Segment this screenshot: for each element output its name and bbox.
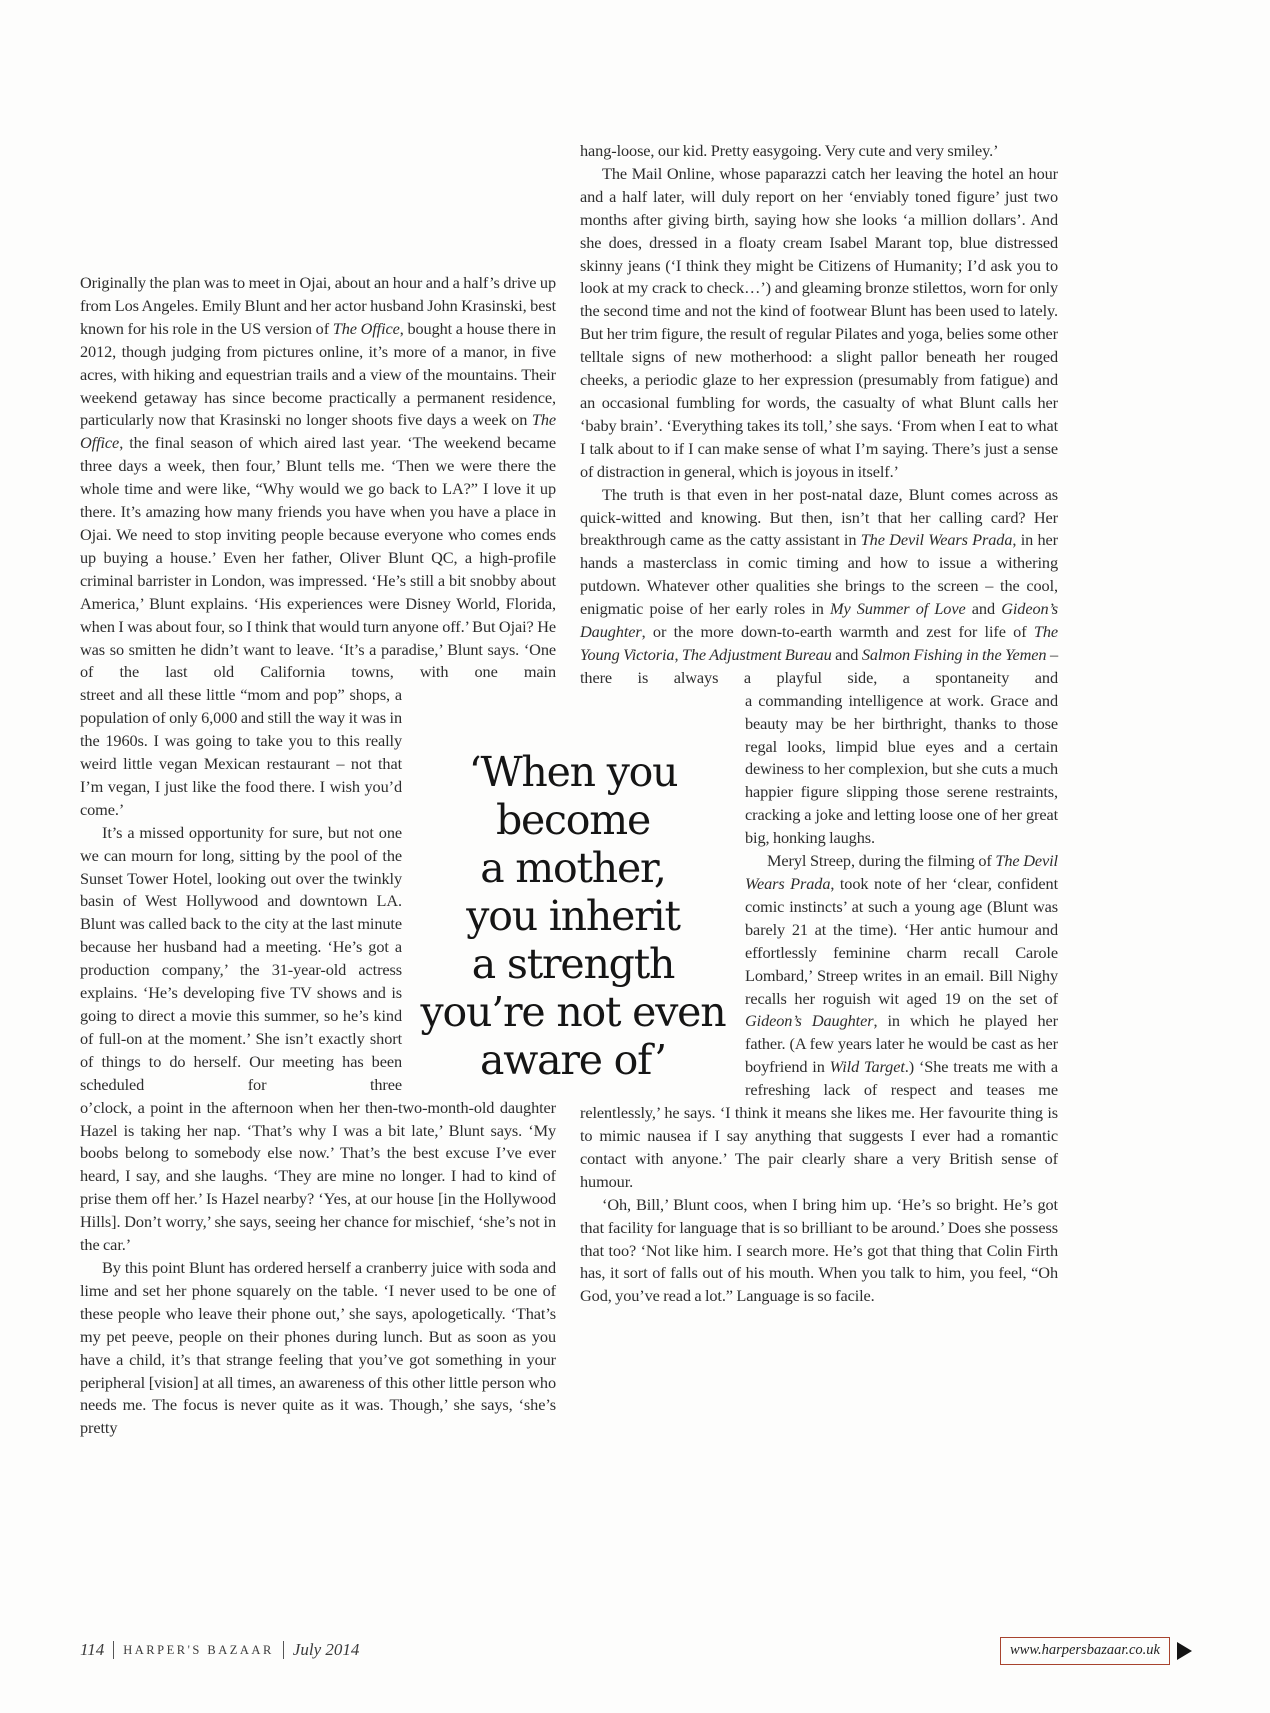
footer-folio <box>80 1640 359 1660</box>
issue-date: July 2014 <box>292 1640 360 1659</box>
footer-divider <box>283 1641 284 1659</box>
article-paragraph: It’s a missed opportunity for sure, but not one we can mourn for long, sitting by the pool of the Sunset Tower Hotel, looking out over the twinkly basin of West Hollywood and downtown LA. Blunt was called back to the city at the last minute because her husband had a meeting. ‘He’s got a production company,’ the 31-year-old actress explains. ‘He’s developing five TV shows and is going to direct a movie this summer, so he’s kind of full-on at the moment.’ She isn’t exactly short of things to do herself. Our meeting has been scheduled for three <box>80 822 402 1094</box>
pull-quote-line: a mother, <box>480 844 666 892</box>
footer-website <box>1000 1637 1192 1665</box>
website-url: www.harpersbazaar.co.uk <box>1000 1637 1170 1665</box>
pull-quote-line: you’re not even <box>420 988 726 1036</box>
pull-quote-line: aware of’ <box>480 1036 666 1084</box>
pull-quote-line: ‘When you <box>468 748 678 796</box>
pull-quote-line: you inherit <box>466 892 680 940</box>
article-paragraph: The Mail Online, whose paparazzi catch her leaving the hotel an hour and a half later, will duly report on her ‘enviably toned figure’ just two months after giving birth, saying how she looks ‘a million dollars’. And she does, dressed in a floaty cream Isabel Marant top, blue distressed skinny jeans (‘I think they might be Citizens of Humanity; I’d ask you to look at my crack to check…’) and gleaming bronze stilettos, worn for only the second time and not the kind of footwear Blunt has been used to lately. But her trim figure, the result of regular Pilates and yoga, belies some other telltale signs of new motherhood: a slight pallor beneath her rouged cheeks, a periodic glaze to her expression (presumably from fatigue) and an occasional fumbling for words, the casualty of what Blunt calls her ‘baby brain’. ‘Everything takes its toll,’ she says. ‘From when I eat to what I talk about to if I can make sense of what I’m saying. There’s just a sense of distraction in general, which is joyous in itself.’ <box>580 163 1058 481</box>
article-paragraph: The truth is that even in her post-natal daze, Blunt comes across as quick-witted and knowing. But then, isn’t that her calling card? Her breakthrough came as the catty assistant in The Devil Wears Prada, in her hands a masterclass in comic timing and how to issue a withering putdown. Whatever other qualities she brings to the screen – the cool, enigmatic poise of her early roles in My Summer of Love and Gideon’s Daughter, or the more down-to-earth warmth and zest for life of The Young Victoria, The Adjustment Bureau and Salmon Fishing in the Yemen – there is always a playful side, a spontaneity and <box>580 484 1058 687</box>
article-paragraph: a commanding intelligence at work. Grace and beauty may be her birthright, thanks to those regal looks, limpid blue eyes and a certain dewiness to her complexion, but she cuts a much happier figure slipping those serene restraints, cracking a joke and letting loose one of her great big, honking laughs. <box>745 690 1058 848</box>
article-paragraph: relentlessly,’ he says. ‘I think it means she likes me. Her favourite thing is to mimic nausea if I say anything that suggests I ever had a romantic contact with anyone.’ The pair clearly share a very British sense of humour. <box>580 1103 1058 1191</box>
pull-quote-line: a strength <box>471 940 675 988</box>
right-column <box>580 140 1058 1308</box>
text-wrap-around-quote-left <box>80 684 402 1096</box>
article-paragraph: street and all these little “mom and pop” shops, a population of only 6,000 and still the way it was in the 1960s. I was going to take you to this really weird little vegan Mexican restaurant – not that I’m vegan, I just like the food there. I wish you’d come.’ <box>80 685 402 819</box>
page-number: 114 <box>80 1640 105 1659</box>
article-paragraph: Originally the plan was to meet in Ojai, about an hour and a half’s drive up from Los Angeles. Emily Blunt and her actor husband John Krasinski, best known for his role in the US version of The Office, bought a house there in 2012, though judging from pictures online, it’s more of a manor, in five acres, with hiking and equestrian trails and a view of the mountains. Their weekend getaway has since become practically a permanent residence, particularly now that Krasinski no longer shoots five days a week on The Office, the final season of which aired last year. ‘The weekend became three days a week, then four,’ Blunt tells me. ‘Then we were there the whole time and were like, “Why would we go back to LA?” I love it up there. It’s amazing how many friends you have when you have a place in Ojai. We need to stop inviting people because everyone who comes ends up buying a house.’ Even her father, Oliver Blunt QC, a high-profile criminal barrister in London, was impressed. ‘He’s still a bit snobby about America,’ Blunt explains. ‘His experiences were Disney World, Florida, when I was about four, so I think that would turn anyone off.’ But Ojai? He was so smitten he didn’t want to leave. ‘It’s a paradise,’ Blunt says. ‘One of the last old California towns, with one main <box>80 273 557 682</box>
footer-divider <box>113 1641 114 1659</box>
article-paragraph: By this point Blunt has ordered herself a cranberry juice with soda and lime and set her phone squarely on the table. ‘I never used to be one of these people who leave their phone out,’ she says, apologetically. ‘That’s my pet peeve, people on their phones during lunch. But as soon as you have a child, it’s that strange feeling that you’ve got something in your peripheral [vision] at all times, an awareness of this other little person who needs me. The focus is never quite as it was. Though,’ she says, ‘she’s pretty <box>80 1257 556 1438</box>
magazine-title: HARPER'S BAZAAR <box>123 1642 274 1657</box>
article-paragraph: Meryl Streep, during the filming of The Devil Wears Prada, took note of her ‘clear, confident comic instincts’ at such a young age (Blunt was barely 21 at the time). ‘Her antic humour and effortlessly feminine charm recall Carole Lombard,’ Streep writes in an email. Bill Nighy recalls her roguish wit aged 19 on the set of Gideon’s Daughter, in which he played her father. (A few years later he would be cast as her boyfriend in Wild Target.) ‘She treats me with a refreshing lack of respect and teases me <box>745 851 1058 1100</box>
text-wrap-around-quote-right <box>745 690 1058 1102</box>
continue-arrow-icon <box>1177 1642 1192 1660</box>
article-paragraph: ‘Oh, Bill,’ Blunt coos, when I bring him up. ‘He’s so bright. He’s got that facility for language that is so brilliant to be around.’ Does she possess that too? ‘Not like him. I search more. He’s got that thing that Colin Firth has, it sort of falls out of his mouth. When you talk to him, you feel, “Oh God, you’ve read a lot.” Language is so facile. <box>580 1194 1058 1306</box>
article-paragraph: o’clock, a point in the afternoon when her then-two-month-old daughter Hazel is taking her nap. ‘That’s why I was a bit late,’ Blunt says. ‘My boobs belong to somebody else now.’ That’s the best excuse I’ve ever heard, I say, and she laughs. ‘They are mine no longer. I had to kind of prise them off her.’ Is Hazel nearby? ‘Yes, at our house [in the Hollywood Hills]. Don’t worry,’ she says, seeing her chance for mischief, ‘she’s not in the car.’ <box>80 1097 556 1255</box>
pull-quote-line: become <box>495 796 651 844</box>
article-paragraph: hang-loose, our kid. Pretty easygoing. Very cute and very smiley.’ <box>580 141 999 160</box>
